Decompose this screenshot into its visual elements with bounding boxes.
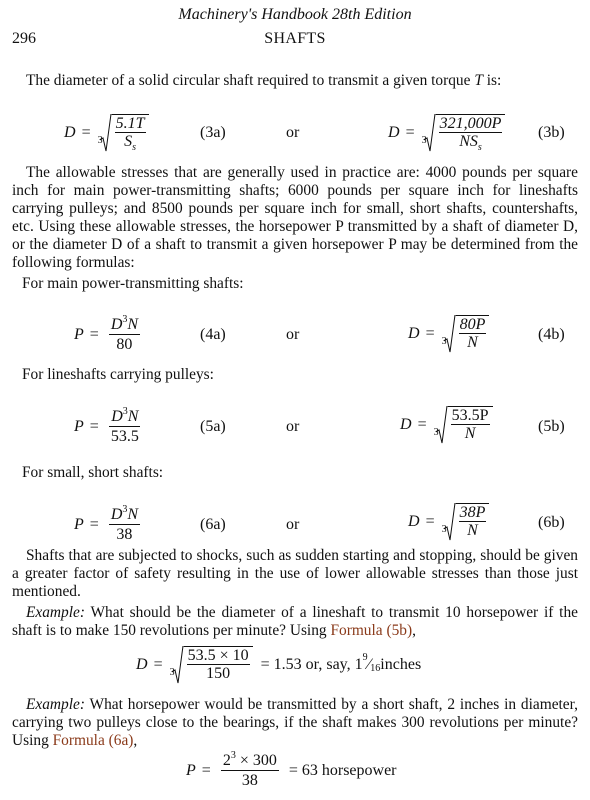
page-number: 296 (12, 30, 36, 47)
or-text: or (286, 326, 300, 343)
equation-number-3b: (3b) (538, 124, 565, 141)
formula-6b: D = 3 38P N (408, 503, 489, 541)
formula-6a-link[interactable]: Formula (6a) (52, 732, 134, 749)
example-1-formula: D = 3 53.5 × 10 150 = 1.53 or, say, 1 $^9$ ⁄ $_{16}$ inches (136, 647, 422, 682)
label-lineshafts: For lineshafts carrying pulleys: (22, 366, 214, 383)
example-2-paragraph: Example: What horsepower would be transmitted by a short shaft, 2 inches in diameter, carrying two pulleys close to the bearings, if the shaft makes 300 revolutions per minute? Using Formula (6a), (12, 696, 578, 749)
example-1-paragraph: Example: What should be the diameter of a lineshaft to transmit 10 horsepower if the shaft is to make 150 revolutions per minute? Using Formula (5b), (12, 604, 578, 639)
section-title: SHAFTS (264, 30, 326, 47)
label-main-shafts: For main power-transmitting shafts: (22, 275, 244, 292)
intro-paragraph: The diameter of a solid circular shaft required to transmit a given torque T is: (26, 72, 502, 89)
cube-root: 3 53.5 × 10 150 (172, 646, 253, 684)
cube-root: 3 321,000P $NS_s$ (424, 114, 506, 152)
equation-number-5b: (5b) (538, 418, 565, 435)
or-text: or (286, 124, 300, 141)
stresses-paragraph: The allowable stresses that are generally used in practice are: 4000 pounds per square inch for main power-transmitting shafts; 6000 pounds per square inch for lineshafts carrying pulleys; and 8500 pounds per square inch for small, short shafts, countershafts, etc. Using these allowable stresses, the horsepower P transmitted by a shaft of diameter D, or the diameter D of a shaft to transmit a given horsepower P may be determined from the following formulas: (12, 164, 578, 271)
formula-4b: D = 3 80P N (408, 315, 489, 353)
radicand-num: 53.5P (451, 407, 489, 424)
formula-5b: D = 3 53.5P N (400, 406, 493, 444)
or-text: or (286, 516, 300, 533)
equation-number-6b: (6b) (538, 514, 565, 531)
cube-root: 3 5.1T $S_s$ (100, 114, 149, 152)
equation-number-5a: (5a) (200, 418, 226, 435)
equation-number-6a: (6a) (200, 516, 226, 533)
formula-3a: D = 3 5.1T $S_s$ (64, 114, 149, 152)
example-2-formula: P = $\frac{2^3 \times 300}{38}$ = 63 horsepower (186, 750, 397, 789)
equation-number-3a: (3a) (200, 124, 226, 141)
formula-5a: P = $\frac{D^3N}{53.5}$ (74, 406, 139, 445)
formula-6a: P = $\frac{D^3N}{38}$ (74, 504, 139, 543)
formula-3b: D = 3 321,000P $NS_s$ (388, 114, 505, 152)
or-text: or (286, 418, 300, 435)
equation-number-4b: (4b) (538, 326, 565, 343)
shock-paragraph: Shafts that are subjected to shocks, such as sudden starting and stopping, should be given a greater factor of safety resulting in the use of lower allowable stresses than those just mentioned. (12, 547, 578, 600)
cube-root: 3 80P N (444, 315, 490, 353)
formula-4a: P = $\frac{D^3N}{80}$ (74, 314, 139, 353)
cube-root: 3 53.5P N (436, 406, 493, 444)
running-header-title: Machinery's Handbook 28th Edition (178, 6, 412, 23)
formula-5b-link[interactable]: Formula (5b) (330, 622, 413, 639)
equation-number-4a: (4a) (200, 326, 226, 343)
cube-root: 3 38P N (444, 503, 490, 541)
label-small-shafts: For small, short shafts: (22, 464, 164, 481)
